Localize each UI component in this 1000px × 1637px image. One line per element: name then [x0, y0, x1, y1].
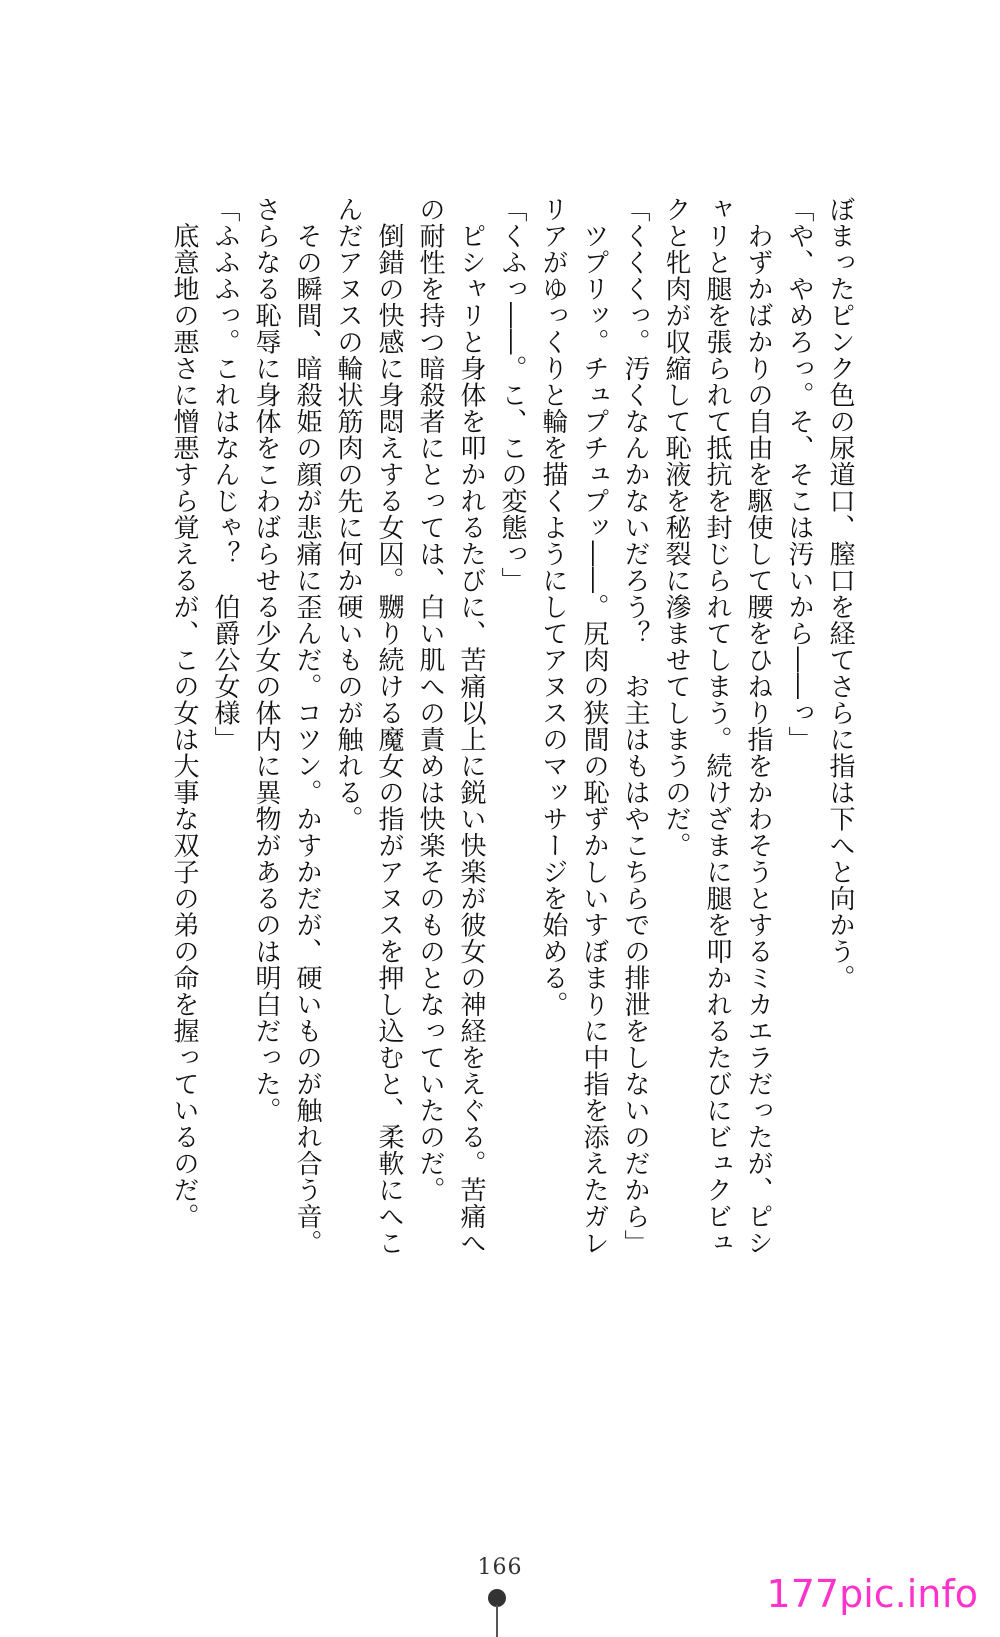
text-line: リアがゆっくりと輪を描くようにしてアヌスのマッサージを始める。 [538, 196, 568, 1018]
text-line: わずかばかりの自由を駆使して腰をひねり指をかわそうとするミカエラだったが、ピシ [743, 196, 773, 1256]
text-line: さらなる恥辱に身体をこわばらせる少女の体内に異物があるのは明白だった。 [251, 196, 281, 1124]
text-line: ャリと腿を張られて抵抗を封じられてしまう。続けざまに腿を叩かれるたびにビュクビュ [702, 196, 732, 1256]
text-line: ぼまったピンク色の尿道口、膣口を経てさらに指は下へと向かう。 [825, 196, 855, 991]
text-line: クと牝肉が収縮して恥液を秘裂に滲ませてしまうのだ。 [661, 196, 691, 859]
text-line: 底意地の悪さに憎悪すら覚えるが、この女は大事な双子の弟の命を握っているのだ。 [169, 196, 199, 1230]
text-line: の耐性を持つ暗殺者にとっては、白い肌への責めは快楽そのものとなっていたのだ。 [415, 196, 445, 1203]
page-number: 166 [477, 1555, 523, 1580]
text-line: 「ふふふっ。これはなんじゃ？ 伯爵公女様」 [210, 196, 240, 753]
page-marker-stem [496, 1605, 498, 1637]
text-line: ツプリッ。チュプチュプッ――。尻肉の狭間の恥ずかしいすぼまりに中指を添えたガレ [579, 196, 609, 1256]
text-line: 倒錯の快感に身悶えする女囚。嬲り続ける魔女の指がアヌスを押し込むと、柔軟にへこ [374, 196, 404, 1256]
text-line: 「くくくっ。汚くなんかないだろう？ お主はもはやこちらでの排泄をしないのだから」 [620, 196, 650, 1256]
text-line: 「や、やめろっ。そ、そこは汚いから――っ」 [784, 196, 814, 753]
text-line: 「くふっ――。こ、この変態っ」 [497, 196, 527, 594]
text-line: んだアヌスの輪状筋肉の先に何か硬いものが触れる。 [333, 196, 363, 832]
text-line: ピシャリと身体を叩かれるたびに、苦痛以上に鋭い快楽が彼女の神経をえぐる。苦痛へ [456, 196, 486, 1256]
vertical-text-body [163, 196, 860, 1316]
watermark-text: 177pic.info [766, 1572, 978, 1616]
text-line: その瞬間、暗殺姫の顔が悲痛に歪んだ。コツン。かすかだが、硬いものが触れ合う音。 [292, 196, 322, 1256]
